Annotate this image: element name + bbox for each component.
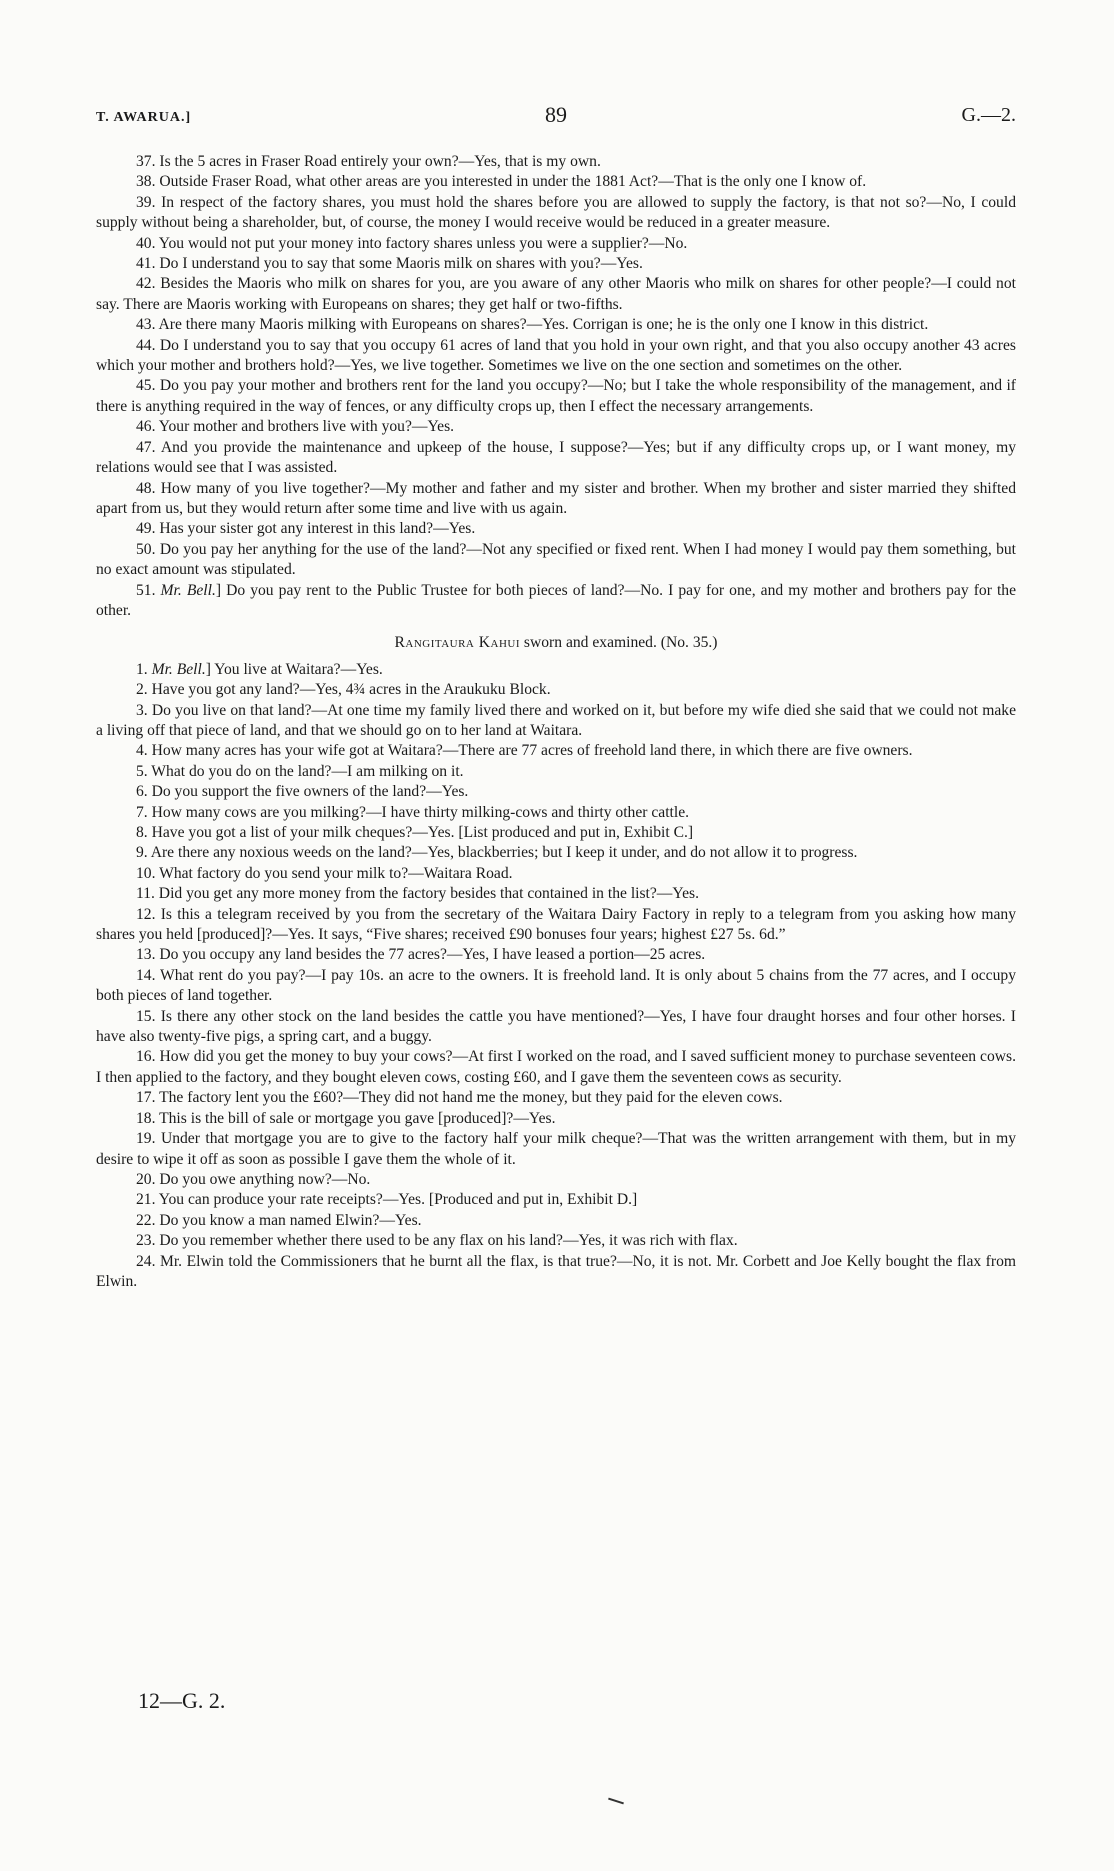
signature-reference: 12—G. 2.: [138, 1688, 226, 1713]
testimony-part-2: [96, 680, 1016, 1292]
paragraph: 39. In respect of the factory shares, you must hold the shares before you are allowed to supply the factory, is that not so?—No, I could supply without being a shareholder, but, of course, the money I would receive would be reduced in a greater measure.: [96, 193, 1016, 232]
paragraph: 48. How many of you live together?—My mother and father and my sister and brother. When my brother and sister married they shifted apart from us, but they would return after some time and live with us again.: [96, 479, 1016, 517]
paragraph: 24. Mr. Elwin told the Commissioners that he burnt all the flax, is that true?—No, it is not. Mr. Corbett and Joe Kelly bought the flax from Elwin.: [96, 1252, 1016, 1290]
speaker-name: Mr. Bell.: [160, 581, 216, 599]
paragraph: 50. Do you pay her anything for the use of the land?—Not any specified or fixed rent. When I had money I would pay them something, but no exact amount was stipulated.: [96, 540, 1016, 579]
paragraph: 13. Do you occupy any land besides the 77 acres?—Yes, I have leased a portion—25 acres.: [136, 946, 706, 964]
paragraph: 14. What rent do you pay?—I pay 10s. an acre to the owners. It is freehold land. It is only about 5 chains from the 77 acres, and I occupy both pieces of land together.: [96, 966, 1016, 1005]
witness-name: Rangitaura Kahui: [394, 634, 521, 652]
paragraph: 9. Are there any noxious weeds on the land?—Yes, blackberries; but I keep it under, and do not allow it to progress.: [136, 844, 858, 862]
paragraph: 18. This is the bill of sale or mortgage you gave [produced]?—Yes.: [136, 1109, 556, 1127]
paragraph: 17. The factory lent you the £60?—They did not hand me the money, but they paid for the eleven cows.: [136, 1089, 783, 1107]
paragraph: 46. Your mother and brothers live with you?—Yes.: [136, 418, 455, 436]
paragraph: 7. How many cows are you milking?—I have thirty milking-cows and thirty other cattle.: [136, 803, 690, 821]
paragraph: 19. Under that mortgage you are to give to the factory half your milk cheque?—That was the written arrangement with them, but in my desire to wipe it off as soon as possible I gave them the whole of it.: [96, 1130, 1016, 1168]
paragraph: 2. Have you got any land?—Yes, 4¾ acres in the Araukuku Block.: [136, 681, 551, 699]
paragraph: 49. Has your sister got any interest in this land?—Yes.: [136, 520, 476, 538]
paragraph: 16. How did you get the money to buy your cows?—At first I worked on the road, and I saved sufficient money to purchase seventeen cows. I then applied to the factory, and they bought eleven cows, costing £60, and I gave them the seventeen cows as security.: [96, 1048, 1016, 1086]
witness-heading: Rangitaura Kahui sworn and examined. (No. 35.): [394, 634, 718, 652]
header-left: T. AWARUA.]: [96, 110, 192, 125]
paragraph: 41. Do I understand you to say that some Maoris milk on shares with you?—Yes.: [136, 255, 643, 273]
paragraph: 12. Is this a telegram received by you from the secretary of the Waitara Dairy Factory in reply to a telegram from you asking how many shares you held [produced]?—Yes. It says, “Five shares; received £90 bonuses four years; highest £27 5s. 6d.”: [96, 905, 1016, 944]
paragraph-q1: 1. Mr. Bell.] You live at Waitara?—Yes.: [136, 660, 383, 678]
paragraph: 5. What do you do on the land?—I am milking on it.: [136, 762, 464, 780]
paragraph: 45. Do you pay your mother and brothers rent for the land you occupy?—No; but I take the whole responsibility of the management, and if there is anything required in the way of fences, or any difficulty crops up, then I effect the necessary arrangements.: [96, 377, 1016, 415]
paragraph: 38. Outside Fraser Road, what other areas are you interested in under the 1881 Act?—That is the only one I know of.: [136, 173, 867, 191]
paragraph: 44. Do I understand you to say that you occupy 61 acres of land that you hold in your own right, and that you also occupy another 43 acres which your mother and brothers hold?—Yes, we live together. Sometimes we live on the one section and sometimes on the other.: [96, 336, 1016, 375]
paragraph: 47. And you provide the maintenance and upkeep of the house, I suppose?—Yes; but if any difficulty crops up, or I want money, my relations would see that I was assisted.: [96, 438, 1016, 477]
paragraph: 10. What factory do you send your milk to?—Waitara Road.: [136, 864, 513, 882]
paragraph: 42. Besides the Maoris who milk on shares for you, are you aware of any other Maoris who milk on shares for other people?—I could not say. There are Maoris working with Europeans on shares; they get half or two-fifths.: [96, 275, 1016, 313]
paragraph: 43. Are there many Maoris milking with Europeans on shares?—Yes. Corrigan is one; he is the only one I know in this district.: [136, 316, 929, 334]
body-text: [96, 152, 1016, 1292]
header-right: G.—2.: [961, 104, 1016, 126]
paragraph: 6. Do you support the five owners of the land?—Yes.: [136, 783, 469, 801]
page-header: [96, 102, 1016, 132]
paragraph: 3. Do you live on that land?—At one time my family lived there and worked on it, but before my wife died she said that we could not make a living off that piece of land, and that we should go on to her land at Waitara.: [96, 701, 1016, 739]
paragraph: 21. You can produce your rate receipts?—Yes. [Produced and put in, Exhibit D.]: [136, 1191, 638, 1209]
paragraph: 37. Is the 5 acres in Fraser Road entirely your own?—Yes, that is my own.: [136, 153, 601, 170]
stray-mark: [608, 1798, 624, 1805]
speaker-name: Mr. Bell.: [151, 660, 206, 678]
paragraph: 23. Do you remember whether there used to be any flax on his land?—Yes, it was rich with flax.: [136, 1232, 738, 1250]
paragraph: 15. Is there any other stock on the land besides the cattle you have mentioned?—Yes, I have four draught horses and four other horses. I have also twenty-five pigs, a spring cart, and a buggy.: [96, 1007, 1016, 1046]
paragraph: 22. Do you know a man named Elwin?—Yes.: [136, 1211, 422, 1229]
testimony-part-1: [96, 152, 1016, 581]
paragraph-q51: 51. Mr. Bell.] Do you pay rent to the Public Trustee for both pieces of land?—No. I pay for one, and my mother and brothers pay for the other.: [96, 581, 1016, 619]
paragraph: 40. You would not put your money into factory shares unless you were a supplier?—No.: [136, 234, 688, 252]
paragraph: 8. Have you got a list of your milk cheques?—Yes. [List produced and put in, Exhibit C.]: [136, 824, 694, 841]
paragraph: 11. Did you get any more money from the factory besides that contained in the list?—Yes.: [136, 885, 699, 903]
paragraph: 20. Do you owe anything now?—No.: [136, 1170, 371, 1188]
paragraph: 4. How many acres has your wife got at Waitara?—There are 77 acres of freehold land there, in which there are five owners.: [136, 742, 913, 760]
page-number: 89: [545, 102, 567, 127]
